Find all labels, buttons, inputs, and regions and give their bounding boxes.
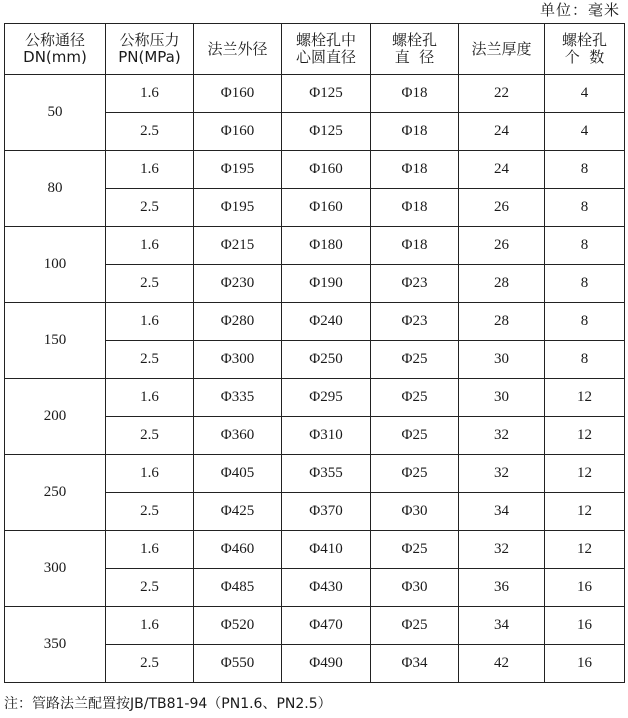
bolt-circle-cell: Φ240 [282, 303, 371, 341]
footnote: 注：管路法兰配置按JB/TB81-94（PN1.6、PN2.5） [4, 696, 332, 712]
table-row [5, 151, 625, 189]
table-row [5, 75, 625, 113]
thickness-cell: 30 [459, 379, 545, 417]
pressure-cell: 2.5 [106, 265, 194, 303]
bolt-circle-cell: Φ310 [282, 417, 371, 455]
bolt-circle-cell: Φ370 [282, 493, 371, 531]
hole-count-cell: 8 [545, 151, 625, 189]
outer-diameter-cell: Φ215 [194, 227, 282, 265]
outer-diameter-cell: Φ360 [194, 417, 282, 455]
header-line: 螺栓孔 [561, 31, 607, 49]
hole-count-cell: 8 [545, 341, 625, 379]
outer-diameter-cell: Φ485 [194, 569, 282, 607]
outer-diameter-cell: Φ195 [194, 189, 282, 227]
hole-count-cell: 16 [545, 607, 625, 645]
hole-diameter-cell: Φ18 [371, 75, 459, 113]
pressure-cell: 2.5 [106, 417, 194, 455]
hole-diameter-cell: Φ25 [371, 417, 459, 455]
outer-diameter-cell: Φ230 [194, 265, 282, 303]
bolt-circle-cell: Φ490 [282, 645, 371, 683]
thickness-cell: 28 [459, 265, 545, 303]
hole-diameter-cell: Φ18 [371, 227, 459, 265]
nominal-diameter-cell: 350 [5, 607, 106, 683]
hole-diameter-cell: Φ18 [371, 151, 459, 189]
hole-diameter-cell: Φ18 [371, 189, 459, 227]
pressure-cell: 1.6 [106, 607, 194, 645]
pressure-cell: 2.5 [106, 341, 194, 379]
table-row [5, 303, 625, 341]
outer-diameter-cell: Φ520 [194, 607, 282, 645]
header-bolt-hole-count [545, 24, 625, 75]
hole-diameter-cell: Φ30 [371, 569, 459, 607]
header-line: 法兰外径 [207, 39, 268, 58]
pressure-cell: 2.5 [106, 113, 194, 151]
hole-diameter-cell: Φ34 [371, 645, 459, 683]
hole-count-cell: 8 [545, 227, 625, 265]
hole-count-cell: 4 [545, 113, 625, 151]
hole-diameter-cell: Φ25 [371, 607, 459, 645]
table-row [5, 379, 625, 417]
header-line: PN(MPa) [118, 48, 181, 66]
outer-diameter-cell: Φ405 [194, 455, 282, 493]
header-bolt-circle-diameter [282, 24, 371, 75]
header-line: 直 径 [394, 48, 435, 66]
bolt-circle-cell: Φ125 [282, 113, 371, 151]
table-body [5, 75, 625, 683]
outer-diameter-cell: Φ195 [194, 151, 282, 189]
pressure-cell: 1.6 [106, 531, 194, 569]
bolt-circle-cell: Φ430 [282, 569, 371, 607]
header-nominal-diameter [5, 24, 106, 75]
header-flange-thickness [459, 24, 545, 75]
pressure-cell: 1.6 [106, 75, 194, 113]
bolt-circle-cell: Φ355 [282, 455, 371, 493]
header-line: 公称压力 [119, 31, 180, 49]
outer-diameter-cell: Φ160 [194, 75, 282, 113]
hole-diameter-cell: Φ18 [371, 113, 459, 151]
bolt-circle-cell: Φ470 [282, 607, 371, 645]
header-line: 个 数 [564, 48, 605, 66]
thickness-cell: 32 [459, 531, 545, 569]
bolt-circle-cell: Φ295 [282, 379, 371, 417]
bolt-circle-cell: Φ125 [282, 75, 371, 113]
thickness-cell: 34 [459, 493, 545, 531]
table-row [5, 607, 625, 645]
outer-diameter-cell: Φ300 [194, 341, 282, 379]
nominal-diameter-cell: 100 [5, 227, 106, 303]
thickness-cell: 34 [459, 607, 545, 645]
nominal-diameter-cell: 150 [5, 303, 106, 379]
thickness-cell: 32 [459, 417, 545, 455]
pressure-cell: 1.6 [106, 379, 194, 417]
table-row [5, 455, 625, 493]
outer-diameter-cell: Φ160 [194, 113, 282, 151]
hole-count-cell: 12 [545, 531, 625, 569]
table-row [5, 531, 625, 569]
hole-count-cell: 12 [545, 455, 625, 493]
pressure-cell: 2.5 [106, 493, 194, 531]
bolt-circle-cell: Φ410 [282, 531, 371, 569]
outer-diameter-cell: Φ280 [194, 303, 282, 341]
hole-diameter-cell: Φ25 [371, 379, 459, 417]
header-line: 心圆直径 [295, 48, 356, 66]
bolt-circle-cell: Φ190 [282, 265, 371, 303]
nominal-diameter-cell: 80 [5, 151, 106, 227]
pressure-cell: 2.5 [106, 569, 194, 607]
hole-count-cell: 16 [545, 569, 625, 607]
header-flange-outer-diameter [194, 24, 282, 75]
pressure-cell: 1.6 [106, 455, 194, 493]
header-line: 螺栓孔 [391, 31, 437, 49]
header-line: 公称通径 [24, 31, 85, 49]
thickness-cell: 22 [459, 75, 545, 113]
bolt-circle-cell: Φ160 [282, 189, 371, 227]
header-line: DN(mm) [23, 48, 87, 66]
pressure-cell: 2.5 [106, 189, 194, 227]
thickness-cell: 26 [459, 189, 545, 227]
thickness-cell: 24 [459, 151, 545, 189]
header-line: 螺栓孔中 [295, 31, 356, 49]
nominal-diameter-cell: 200 [5, 379, 106, 455]
hole-count-cell: 4 [545, 75, 625, 113]
header-nominal-pressure [106, 24, 194, 75]
hole-diameter-cell: Φ25 [371, 341, 459, 379]
hole-count-cell: 16 [545, 645, 625, 683]
hole-count-cell: 8 [545, 265, 625, 303]
thickness-cell: 24 [459, 113, 545, 151]
header-bolt-hole-diameter [371, 24, 459, 75]
thickness-cell: 32 [459, 455, 545, 493]
hole-diameter-cell: Φ25 [371, 531, 459, 569]
bolt-circle-cell: Φ160 [282, 151, 371, 189]
outer-diameter-cell: Φ335 [194, 379, 282, 417]
pressure-cell: 1.6 [106, 151, 194, 189]
nominal-diameter-cell: 250 [5, 455, 106, 531]
hole-diameter-cell: Φ30 [371, 493, 459, 531]
table-row [5, 227, 625, 265]
pressure-cell: 2.5 [106, 645, 194, 683]
hole-count-cell: 12 [545, 493, 625, 531]
bolt-circle-cell: Φ250 [282, 341, 371, 379]
pressure-cell: 1.6 [106, 303, 194, 341]
hole-count-cell: 8 [545, 189, 625, 227]
outer-diameter-cell: Φ425 [194, 493, 282, 531]
outer-diameter-cell: Φ460 [194, 531, 282, 569]
thickness-cell: 30 [459, 341, 545, 379]
outer-diameter-cell: Φ550 [194, 645, 282, 683]
thickness-cell: 26 [459, 227, 545, 265]
thickness-cell: 42 [459, 645, 545, 683]
header-row [5, 24, 625, 75]
hole-diameter-cell: Φ23 [371, 265, 459, 303]
hole-diameter-cell: Φ23 [371, 303, 459, 341]
header-line: 法兰厚度 [471, 39, 532, 58]
thickness-cell: 28 [459, 303, 545, 341]
hole-diameter-cell: Φ25 [371, 455, 459, 493]
unit-label: 单位：毫米 [539, 2, 620, 19]
pressure-cell: 1.6 [106, 227, 194, 265]
flange-spec-table [4, 23, 625, 683]
hole-count-cell: 12 [545, 379, 625, 417]
thickness-cell: 36 [459, 569, 545, 607]
hole-count-cell: 8 [545, 303, 625, 341]
nominal-diameter-cell: 300 [5, 531, 106, 607]
nominal-diameter-cell: 50 [5, 75, 106, 151]
bolt-circle-cell: Φ180 [282, 227, 371, 265]
hole-count-cell: 12 [545, 417, 625, 455]
